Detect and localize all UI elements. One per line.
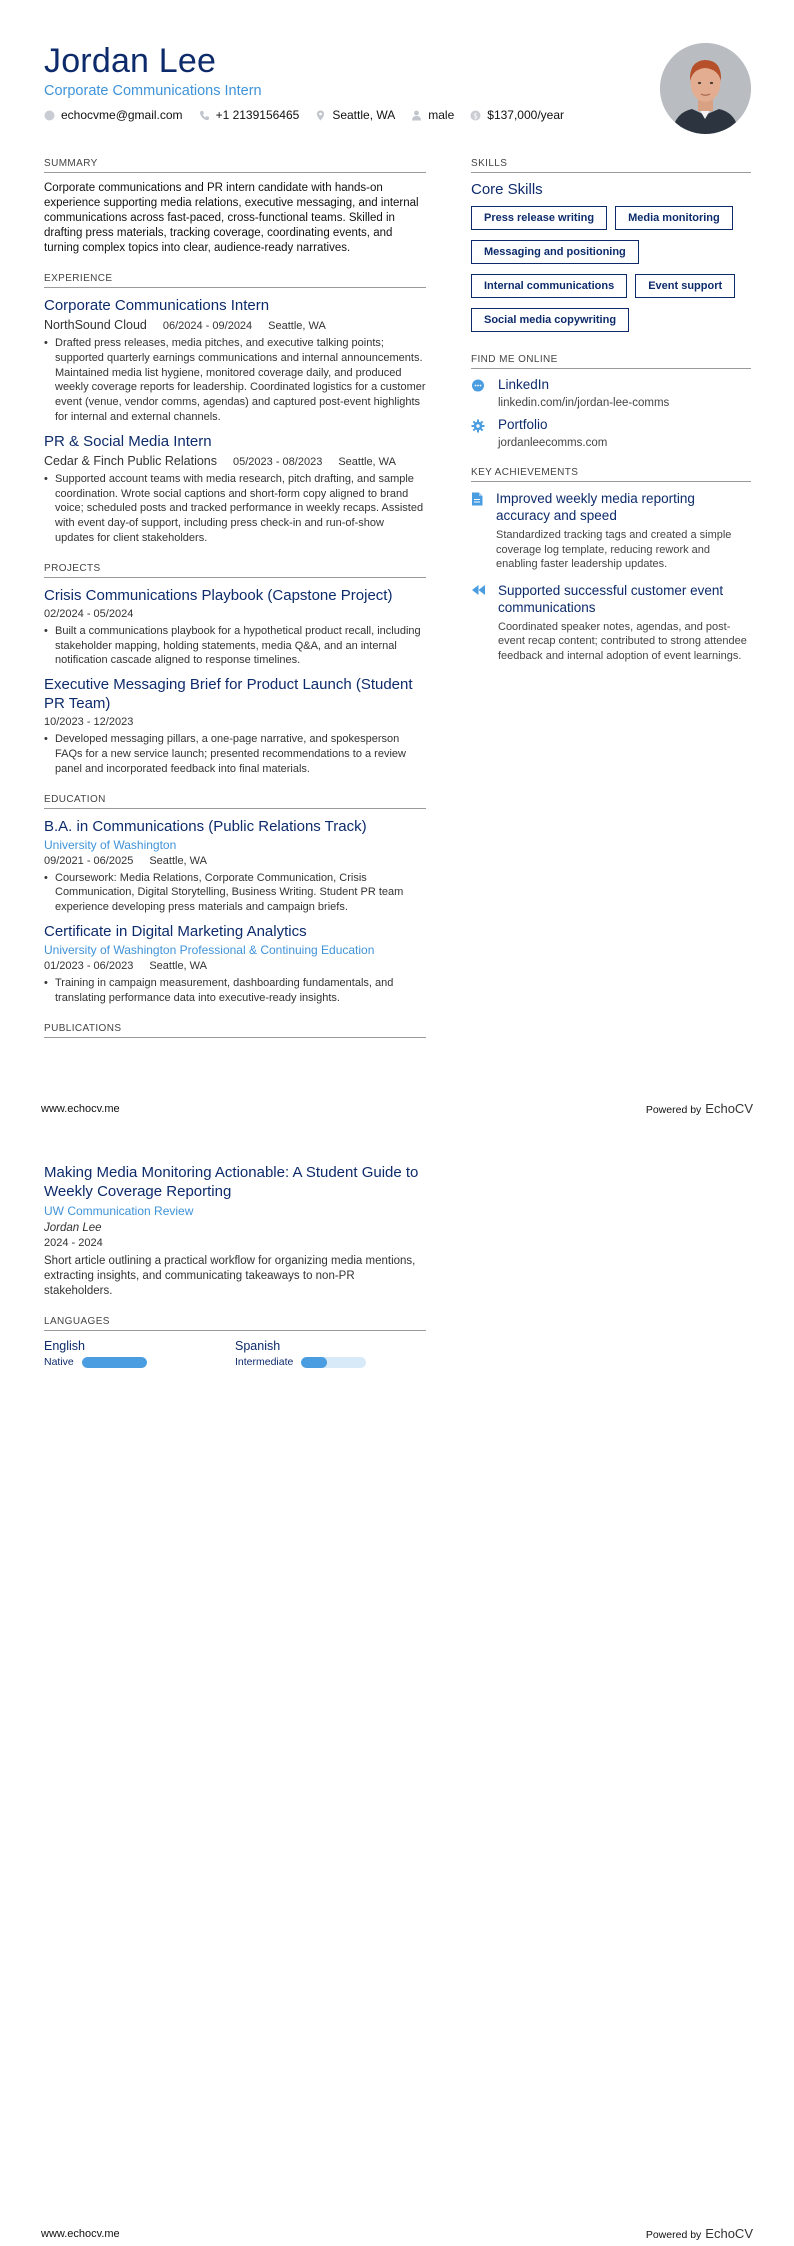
education-start: 09/2021	[44, 854, 84, 867]
experience-start: 05/2023	[233, 455, 273, 468]
project-start: 10/2023	[44, 716, 84, 729]
education-degree: B.A. in Communications (Public Relations Track)	[44, 817, 367, 835]
rewind-icon	[471, 584, 485, 664]
project-bullet: • Developed messaging pillars, a one-page narrative, and spokesperson FAQs for a new service launch; presented recommendations to a review panel and incorporated feedback into final materials.	[55, 732, 426, 776]
skill-tag: Press release writing	[471, 206, 607, 230]
languages-heading: LANGUAGES	[44, 1316, 426, 1331]
project-end: 05/2024	[93, 607, 134, 620]
project-bullet: • Built a communications playbook for a hypothetical product recall, including stakeholder mapping, holding statements, media Q&A, and an internal notification cascade aligned to response timelines.	[55, 624, 426, 668]
language-level: Native	[44, 1356, 74, 1368]
contact-phone[interactable]	[199, 108, 300, 122]
skill-tag: Internal communications	[471, 274, 627, 298]
language-proficiency-bar	[82, 1357, 147, 1368]
gear-icon	[471, 419, 485, 433]
education-location: Seattle, WA	[149, 959, 207, 972]
education-bullets	[44, 976, 426, 1006]
online-heading: FIND ME ONLINE	[471, 354, 751, 369]
salary-icon	[470, 110, 481, 121]
project-dates: 10/2023 - 12/2023	[44, 716, 134, 729]
online-link-portfolio[interactable]	[471, 417, 751, 449]
skill-tag: Messaging and positioning	[471, 240, 639, 264]
left-column-continued	[44, 1163, 426, 1368]
experience-role: PR & Social Media Intern	[44, 432, 212, 450]
education-start: 01/2023	[44, 959, 84, 972]
svg-text:$: $	[473, 110, 479, 120]
contact-location-text: Seattle, WA	[332, 108, 396, 122]
publication-title: Making Media Monitoring Actionable: A Student Guide to Weekly Coverage Reporting	[44, 1164, 419, 1200]
education-school: University of Washington Professional & Continuing Education	[44, 942, 375, 957]
footer-powered-by	[646, 1101, 753, 1116]
experience-location: Seattle, WA	[268, 320, 326, 332]
online-link-name: Portfolio	[498, 417, 548, 432]
education-end: 06/2023	[93, 959, 134, 972]
experience-entry	[44, 432, 426, 546]
achievement-description: Coordinated speaker notes, agendas, and post-event recap content; contributed to strong attendee feedback and internal adoption of event learnings.	[498, 620, 747, 662]
online-link-url[interactable]: jordanleecomms.com	[498, 437, 608, 449]
person-icon	[411, 110, 422, 121]
footer-powered-label: Powered by	[645, 1104, 702, 1116]
summary-section	[44, 158, 426, 256]
contact-salary	[470, 108, 564, 122]
online-link-linkedin[interactable]	[471, 377, 751, 409]
phone-icon	[199, 110, 210, 121]
language-name: English	[44, 1339, 85, 1353]
right-column	[471, 158, 751, 673]
language-proficiency-fill	[301, 1357, 327, 1368]
project-start: 02/2024	[44, 607, 84, 620]
footer-brand[interactable]: EchoCV	[705, 1101, 753, 1116]
online-link-name: LinkedIn	[498, 377, 550, 392]
project-bullets	[44, 732, 426, 776]
skill-tag: Event support	[635, 274, 735, 298]
experience-dates: 05/2023 - 08/2023	[233, 455, 323, 468]
experience-bullets	[44, 472, 426, 546]
email-icon	[44, 110, 55, 121]
footer-powered-label: Powered by	[645, 2229, 702, 2241]
project-entry	[44, 675, 426, 776]
projects-section	[44, 563, 426, 777]
experience-dates: 06/2024 - 09/2024	[162, 320, 253, 332]
education-bullets	[44, 871, 426, 915]
experience-role: Corporate Communications Intern	[44, 297, 270, 314]
education-entry	[44, 817, 426, 915]
project-dates: 02/2024 - 05/2024	[44, 607, 134, 620]
languages-section	[44, 1316, 426, 1368]
education-dates: 09/2021 - 06/2025	[44, 854, 134, 867]
contact-gender-text: male	[428, 108, 455, 122]
avatar	[660, 43, 751, 134]
contact-gender	[411, 108, 454, 122]
summary-text: Corporate communications and PR intern candidate with hands-on experience supporting media relations, executive messaging, and internal communications across fast-paced, cross-functional teams. Skilled in drafting press materials, tracking coverage, coordinating events, and turning complex topics into clear, audience-ready narratives.	[44, 182, 419, 254]
achievements-heading: KEY ACHIEVEMENTS	[471, 467, 751, 482]
candidate-headline: Corporate Communications Intern	[44, 83, 262, 99]
language-level: Intermediate	[235, 1356, 294, 1368]
achievement-title: Supported successful customer event communications	[498, 582, 724, 615]
experience-meta	[44, 454, 426, 468]
location-pin-icon	[315, 110, 326, 121]
education-meta	[44, 855, 426, 867]
publication-end: 2024	[78, 1237, 103, 1249]
experience-location: Seattle, WA	[338, 455, 396, 468]
achievement-item	[471, 490, 751, 572]
education-heading: EDUCATION	[44, 794, 426, 809]
footer-site-link[interactable]: www.echocv.me	[41, 1103, 120, 1115]
left-column	[44, 158, 426, 1046]
achievement-description: Standardized tracking tags and created a simple coverage log template, reducing rework and enabling faster leadership updates.	[496, 529, 732, 570]
footer-site-link[interactable]: www.echocv.me	[41, 2228, 120, 2240]
candidate-name: Jordan Lee	[44, 42, 217, 80]
avatar-portrait-icon	[660, 43, 751, 134]
experience-company: NorthSound Cloud	[44, 318, 147, 332]
education-location: Seattle, WA	[149, 854, 207, 867]
publication-entry	[44, 1163, 426, 1299]
education-meta	[44, 960, 426, 972]
experience-section	[44, 273, 426, 546]
online-link-url[interactable]: linkedin.com/in/jordan-lee-comms	[498, 397, 670, 409]
skills-heading: SKILLS	[471, 158, 751, 173]
education-end: 06/2025	[93, 854, 134, 867]
online-section	[471, 354, 751, 449]
footer-brand[interactable]: EchoCV	[705, 2226, 753, 2241]
document-icon	[471, 492, 483, 572]
contact-row	[44, 108, 580, 122]
project-name: Crisis Communications Playbook (Capstone Project)	[44, 586, 393, 604]
project-entry	[44, 586, 426, 668]
contact-email-text: echocvme@gmail.com	[61, 108, 183, 122]
achievement-item	[471, 582, 751, 664]
language-item	[44, 1339, 235, 1368]
education-school: University of Washington	[44, 837, 177, 852]
education-entry	[44, 922, 426, 1006]
online-link-body	[498, 377, 669, 409]
language-name: Spanish	[235, 1339, 281, 1353]
project-meta	[44, 608, 426, 620]
language-item	[235, 1339, 426, 1368]
publication-dates: 2024 - 2024	[44, 1237, 103, 1249]
resume-page-2	[0, 1123, 794, 2246]
experience-entry	[44, 296, 426, 425]
experience-heading: EXPERIENCE	[44, 273, 426, 288]
language-proficiency-bar	[301, 1357, 366, 1368]
contact-location	[315, 108, 395, 122]
education-bullet: • Coursework: Media Relations, Corporate Communication, Crisis Communication, Digital Storytelling, Business Writing. Student PR team experience developing press materials and campaign briefs.	[55, 871, 426, 915]
experience-bullet: • Drafted press releases, media pitches, and executive talking points; supported quarterly earnings communications and internal announcements. Maintained media list hygiene, monitored coverage daily, and produced weekly coverage reports for leadership. Coordinated logistics for a customer event (venue, vendor comms, agendas) and captured post-event highlights for internal and external channels.	[55, 336, 426, 425]
publication-start: 2024	[44, 1237, 69, 1249]
publications-section	[44, 1023, 426, 1038]
skill-tag: Media monitoring	[615, 206, 733, 230]
language-level-row	[235, 1356, 426, 1368]
experience-start: 06/2024	[162, 320, 203, 332]
online-link-body	[498, 417, 607, 449]
contact-salary-text: $137,000/year	[487, 108, 564, 122]
education-section	[44, 794, 426, 1006]
education-dates: 01/2023 - 06/2023	[44, 959, 134, 972]
publication-description: Short article outlining a practical workflow for organizing media mentions, extracting insights, and communicating takeaways to non-PR stakeholders.	[44, 1255, 416, 1297]
contact-email[interactable]	[44, 108, 183, 122]
achievement-title: Improved weekly media reporting accuracy and speed	[496, 491, 695, 523]
publications-heading: PUBLICATIONS	[44, 1023, 426, 1038]
projects-heading: PROJECTS	[44, 563, 426, 578]
skill-tags	[471, 206, 751, 342]
education-degree: Certificate in Digital Marketing Analytics	[44, 922, 307, 940]
skills-group-title: Core Skills	[471, 181, 543, 198]
language-list	[44, 1339, 426, 1368]
experience-end: 08/2023	[282, 455, 323, 468]
language-level-row	[44, 1356, 235, 1368]
experience-end: 09/2024	[212, 320, 253, 332]
skills-section	[471, 158, 751, 342]
achievement-body	[498, 582, 751, 664]
footer-powered-by	[646, 2226, 753, 2241]
summary-heading: SUMMARY	[44, 158, 426, 173]
project-end: 12/2023	[93, 716, 134, 729]
education-bullet: • Training in campaign measurement, dashboarding fundamentals, and translating performance data into executive-ready insights.	[55, 976, 426, 1006]
project-name: Executive Messaging Brief for Product Launch (Student PR Team)	[44, 676, 413, 713]
publication-publisher: UW Communication Review	[44, 1204, 194, 1218]
experience-bullets	[44, 336, 426, 425]
achievement-body	[496, 490, 751, 572]
contact-phone-text: +1 2139156465	[215, 108, 300, 122]
experience-bullet: • Supported account teams with media research, pitch drafting, and sample coordination. Wrote social captions and short-form copy aligned to brand voice; scheduled posts and tracked performance in weekly recaps. Assisted with event day-of support, including press check-in and run-of-show updates for client stakeholders.	[55, 472, 426, 546]
project-bullets	[44, 624, 426, 668]
experience-meta	[44, 318, 426, 332]
project-meta	[44, 716, 426, 728]
chat-bubble-icon	[471, 379, 485, 393]
experience-company: Cedar & Finch Public Relations	[44, 453, 217, 468]
publication-author: Jordan Lee	[44, 1222, 102, 1234]
language-proficiency-fill	[82, 1357, 147, 1368]
skill-tag: Social media copywriting	[471, 308, 629, 332]
achievements-section	[471, 467, 751, 663]
